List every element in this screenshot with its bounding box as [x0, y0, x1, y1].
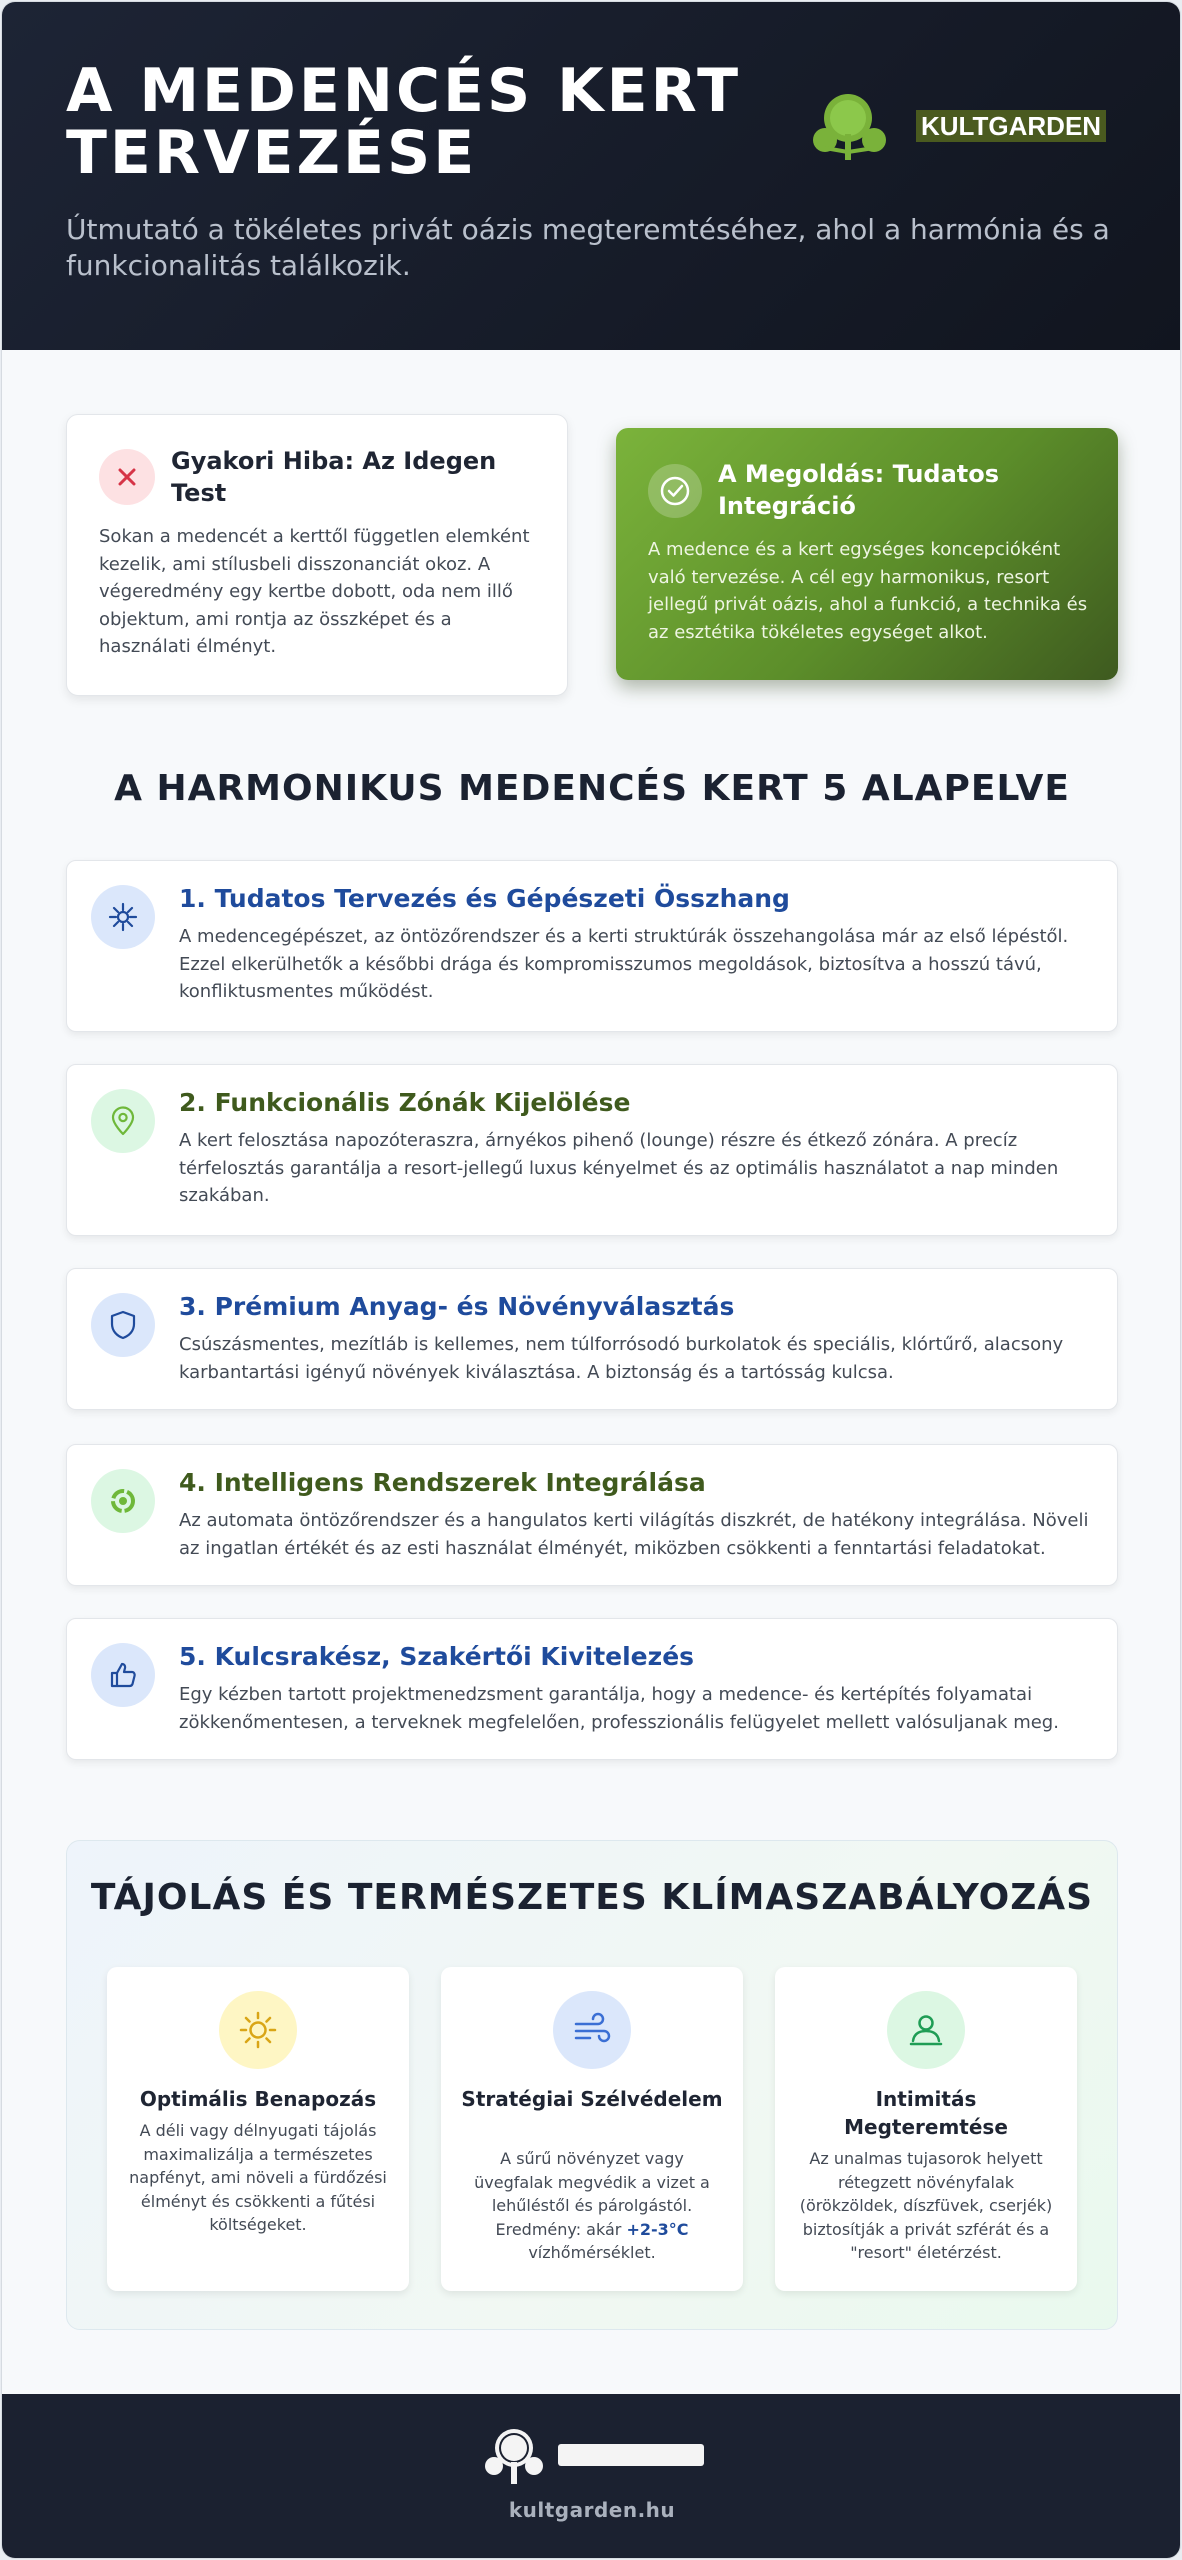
- tree-logo-icon: [808, 90, 898, 162]
- climate-card-privacy: [775, 1967, 1077, 2291]
- climate-section: [66, 1840, 1118, 2330]
- principle-card-5: [66, 1618, 1118, 1760]
- mistake-card: [66, 414, 568, 696]
- sun-icon: [219, 1991, 297, 2069]
- principle-card-4: [66, 1444, 1118, 1586]
- climate-card-title: Stratégiai Szélvédelem: [461, 2087, 723, 2111]
- principle-body: Az automata öntözőrendszer és a hangulatos kerti világítás diszkrét, de hatékony integrálása. Növeli az ingatlan értékét és az esti használat élményét, miközben csökkenti a fenntartási feladatokat.: [179, 1510, 1089, 1559]
- person-privacy-icon: [887, 1991, 965, 2069]
- x-icon: [99, 449, 155, 505]
- brand-name: KULTGARDEN: [916, 110, 1106, 142]
- mistake-body: Sokan a medencét a kerttől független elemként kezelik, ami stílusbeli disszonanciát okoz. A végeredmény egy kertbe dobott, oda nem illő objektum, ami rontja az összképet és a használati élményt.: [99, 526, 530, 657]
- brand-logo[interactable]: [808, 90, 1118, 162]
- principle-body: Csúszásmentes, mezítláb is kellemes, nem túlforrósodó burkolatok és speciális, klórtűrő, alacsony karbantartási igényű növények kiválasztása. A biztonság és a tartósság kulcsa.: [179, 1334, 1064, 1383]
- footer: [2, 2394, 1181, 2559]
- header-banner: [2, 2, 1181, 350]
- check-circle-icon: [648, 464, 702, 518]
- solution-card: [616, 428, 1118, 680]
- principle-body: Egy kézben tartott projektmenedzsment garantálja, hogy a medence- és kertépítés folyamatai zökkenőmentesen, a terveknek megfelelően, professzionális felügyelet mellett valósuljanak meg.: [179, 1684, 1059, 1733]
- shield-icon: [91, 1293, 155, 1357]
- smart-system-icon: [91, 1469, 155, 1533]
- principle-body: A medencegépészet, az öntözőrendszer és a kerti struktúrák összehangolása már az első lépéstől. Ezzel elkerülhetők a későbbi drága és kompromisszumos megoldások, biztosítva a hosszú távú, konfliktusmentes működést.: [179, 926, 1069, 1002]
- infographic-page: [1, 1, 1181, 2559]
- solution-body: A medence és a kert egységes koncepcióként való tervezése. A cél egy harmonikus, resort jellegű privát oázis, ahol a funkció, a technika és az esztétika tökéletes egységet alkot.: [648, 539, 1088, 643]
- body-text-end: vízhőmérséklet.: [528, 2243, 656, 2262]
- climate-card-body: Az unalmas tujasorok helyett rétegzett növényfalak (örökzöldek, díszfüvek, cserjék) biztosítják a privát szférát és a "resort" életérzést.: [799, 2149, 1053, 2262]
- principle-title: 5. Kulcsrakész, Szakértői Kivitelezés: [179, 1642, 695, 1671]
- principle-card-1: [66, 860, 1118, 1032]
- temperature-highlight: +2-3°C: [626, 2219, 689, 2239]
- website-link[interactable]: kultgarden.hu: [508, 2498, 676, 2522]
- thumbs-up-icon: [91, 1643, 155, 1707]
- principle-title: 2. Funkcionális Zónák Kijelölése: [179, 1088, 631, 1117]
- climate-card-sun: [107, 1967, 409, 2291]
- principle-card-3: [66, 1268, 1118, 1410]
- principles-title: A HARMONIKUS MEDENCÉS KERT 5 ALAPELVE: [114, 768, 1070, 809]
- climate-card-body: [463, 2147, 721, 2265]
- climate-card-title: Intimitás Megteremtése: [844, 2087, 1008, 2139]
- wind-icon: [553, 1991, 631, 2069]
- climate-title: TÁJOLÁS ÉS TERMÉSZETES KLÍMASZABÁLYOZÁS: [90, 1877, 1094, 1918]
- principle-title: 4. Intelligens Rendszerek Integrálása: [179, 1468, 706, 1497]
- climate-card-wind: [441, 1967, 743, 2291]
- page-subtitle: Útmutató a tökéletes privát oázis megteremtéséhez, ahol a harmónia és a funkcionalitás találkozik.: [66, 213, 1110, 282]
- body-text: A sűrű növényzet vagy üvegfalak megvédik a vizet a lehűléstől és párolgástól. Eredmény: akár: [474, 2149, 710, 2239]
- tree-logo-icon: [480, 2424, 570, 2488]
- brand-wordmark: [558, 2444, 704, 2466]
- principle-title: 3. Prémium Anyag- és Növényválasztás: [179, 1292, 735, 1321]
- climate-card-title: Optimális Benapozás: [139, 2087, 377, 2111]
- principle-body: A kert felosztása napozóteraszra, árnyékos pihenő (lounge) részre és étkező zónára. A precíz térfelosztás garantálja a resort-jellegű luxus kényelmet és az optimális használatot a nap minden szakában.: [179, 1130, 1059, 1206]
- climate-card-body: A déli vagy délnyugati tájolás maximalizálja a természetes napfényt, ami növeli a fürdőzési élményt és csökkenti a fűtési költségeket.: [129, 2121, 387, 2234]
- solution-title: A Megoldás: Tudatos Integráció: [718, 460, 1000, 520]
- page-title: A MEDENCÉS KERT TERVEZÉSE: [66, 56, 742, 188]
- mistake-title: Gyakori Hiba: Az Idegen Test: [171, 447, 497, 507]
- gear-sparkle-icon: [91, 885, 155, 949]
- map-pin-icon: [91, 1089, 155, 1153]
- principle-card-2: [66, 1064, 1118, 1236]
- principle-title: 1. Tudatos Tervezés és Gépészeti Összhang: [179, 884, 790, 913]
